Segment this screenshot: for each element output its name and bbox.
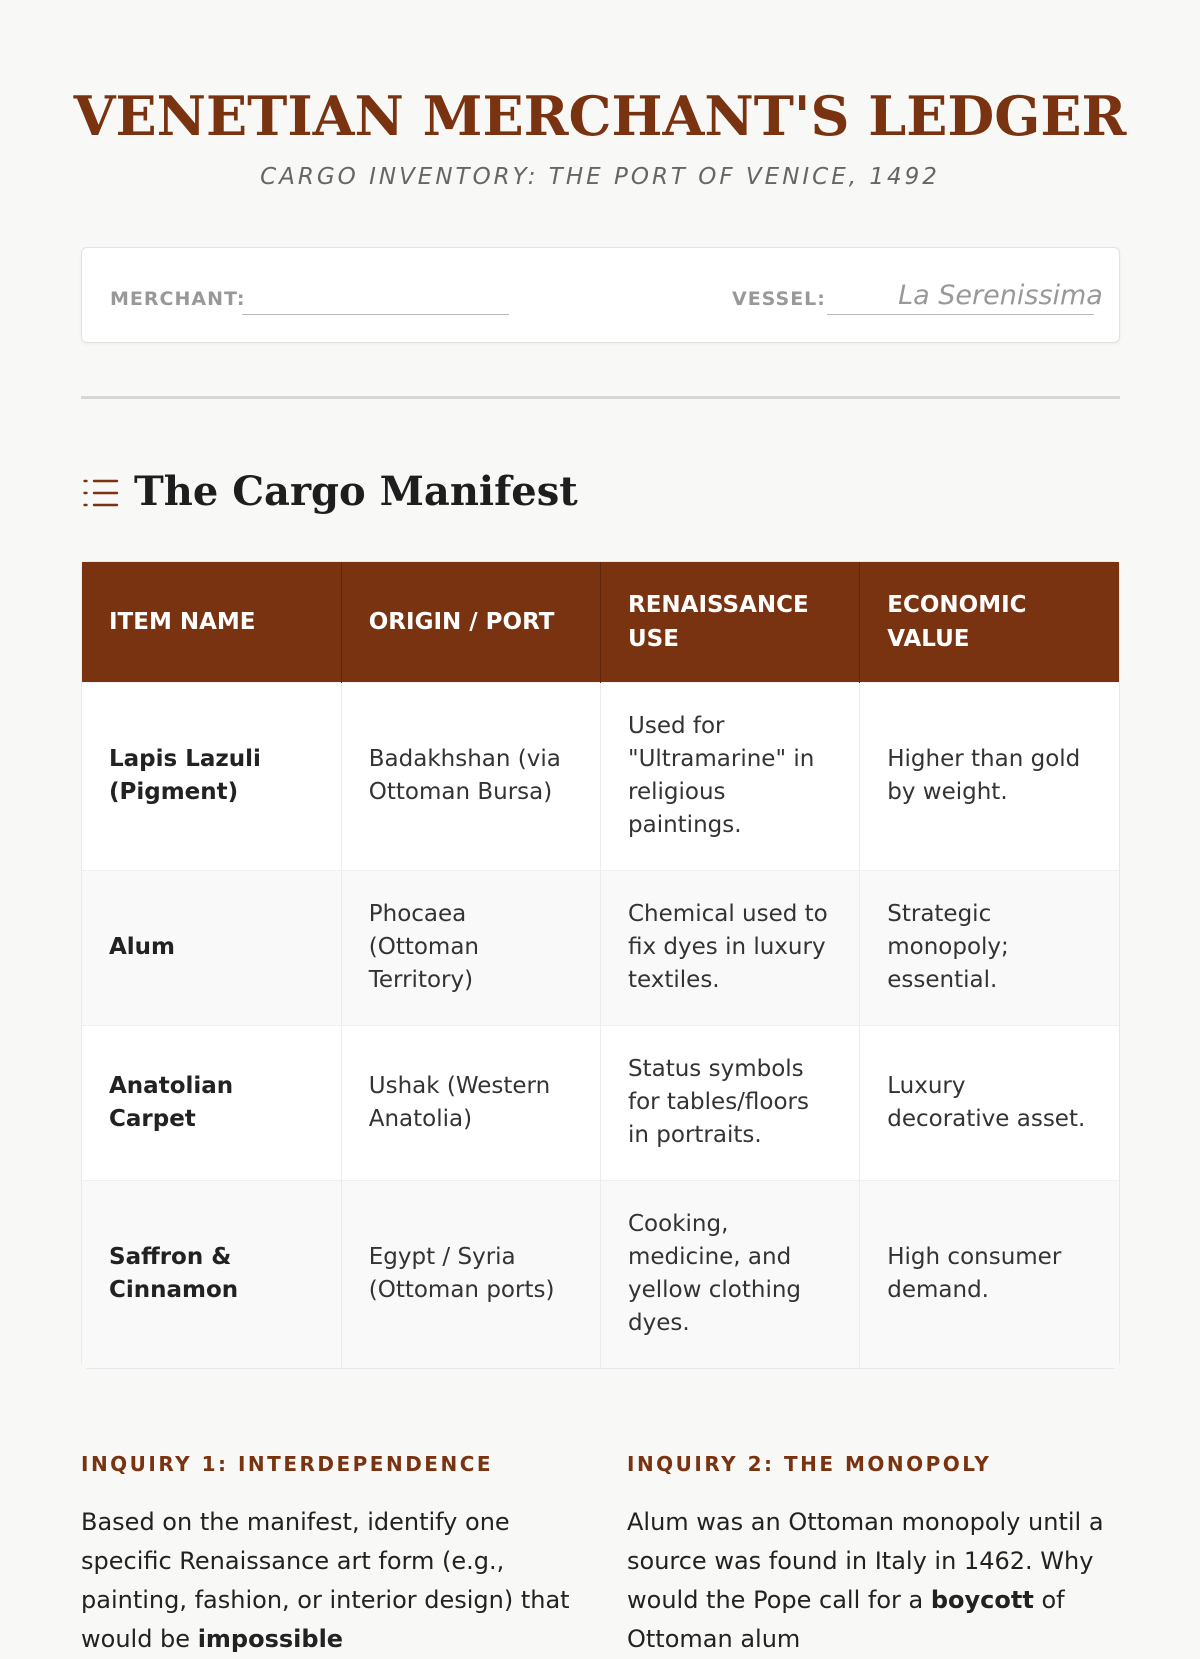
inquiry-2-emphasis: boycott [930, 1586, 1034, 1614]
cell-item: Saffron & Cinnamon [82, 1180, 341, 1368]
cell-value: Luxury decorative asset. [860, 1025, 1119, 1180]
table-row [82, 682, 1119, 870]
cell-origin: Ushak (Western Anatolia) [341, 1025, 600, 1180]
cell-use: Cooking, medicine, and yellow clothing dyes. [601, 1180, 860, 1368]
inquiry-2-text [627, 1503, 1117, 1659]
ledger-info-box [81, 247, 1120, 343]
page-subtitle: CARGO INVENTORY: THE PORT OF VENICE, 1492 [260, 164, 940, 190]
inquiry-1-text-start: Based on the manifest, identify one specific Renaissance art form (e.g., painting, fashion, or interior design) that would be [81, 1508, 570, 1653]
column-header-origin: ORIGIN / PORT [341, 562, 600, 682]
vessel-underline [827, 314, 1094, 315]
cell-origin: Phocaea (Ottoman Territory) [341, 870, 600, 1025]
inquiry-1-emphasis: impossible [197, 1625, 344, 1653]
table-header-row [82, 562, 1119, 682]
inquiry-2-text-start: Alum was an Ottoman monopoly until a source was found in Italy in 1462. Why would the Pope call for a [627, 1508, 1104, 1614]
cell-value: Strategic monopoly; essential. [860, 870, 1119, 1025]
table-row [82, 870, 1119, 1025]
divider [81, 396, 1120, 399]
inquiry-2-text-end: of Ottoman alum [627, 1586, 1065, 1653]
cell-use: Used for "Ultramarine" in religious paintings. [601, 682, 860, 870]
merchant-underline [242, 314, 509, 315]
column-header-use: RENAISSANCE USE [601, 562, 860, 682]
page-title: VENETIAN MERCHANT'S LEDGER [73, 84, 1127, 148]
list-icon [83, 478, 119, 508]
cell-use: Chemical used to fix dyes in luxury textiles. [601, 870, 860, 1025]
column-header-item: ITEM NAME [82, 562, 341, 682]
inquiry-1-text [81, 1503, 571, 1659]
cell-item: Anatolian Carpet [82, 1025, 341, 1180]
vessel-label: VESSEL: [732, 288, 826, 310]
cargo-manifest-table [81, 561, 1120, 1369]
cell-origin: Badakhshan (via Ottoman Bursa) [341, 682, 600, 870]
cell-value: Higher than gold by weight. [860, 682, 1119, 870]
merchant-label: MERCHANT: [110, 288, 246, 310]
cell-value: High consumer demand. [860, 1180, 1119, 1368]
cell-item: Lapis Lazuli (Pigment) [82, 682, 341, 870]
inquiry-1-heading: INQUIRY 1: INTERDEPENDENCE [81, 1452, 494, 1476]
column-header-value: ECONOMIC VALUE [860, 562, 1119, 682]
inquiry-2-heading: INQUIRY 2: THE MONOPOLY [627, 1452, 992, 1476]
cell-use: Status symbols for tables/floors in portraits. [601, 1025, 860, 1180]
table-row [82, 1025, 1119, 1180]
vessel-field[interactable]: La Serenissima [898, 280, 1103, 311]
section-title: The Cargo Manifest [134, 468, 578, 515]
table-row [82, 1180, 1119, 1368]
cell-origin: Egypt / Syria (Ottoman ports) [341, 1180, 600, 1368]
cell-item: Alum [82, 870, 341, 1025]
